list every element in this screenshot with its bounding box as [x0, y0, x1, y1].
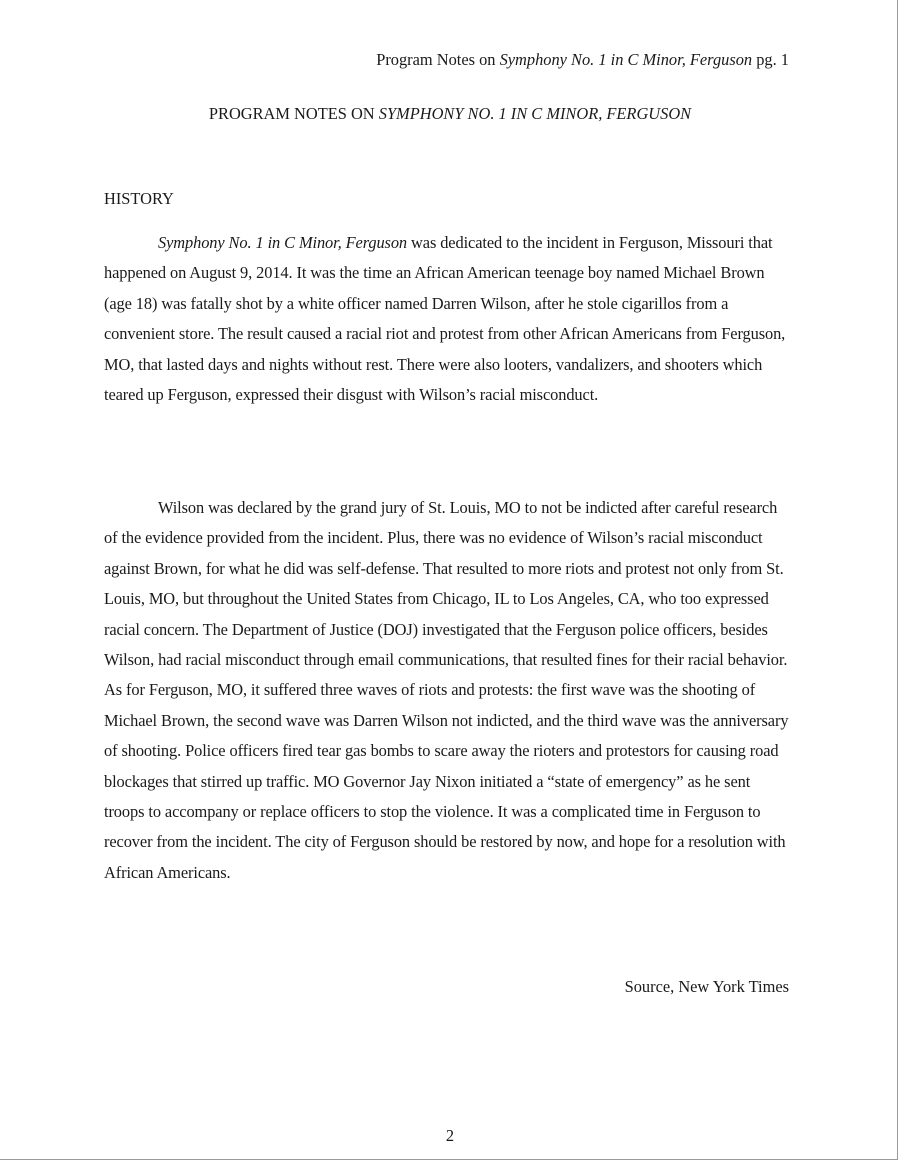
paragraph-1-text: was dedicated to the incident in Ferguson, Missouri that happened on August 9, 2014. It was the time an African American teenage boy named Michael Brown (age 18) was fatally shot by a white officer named Darren Wilson, after he stole cigarillos from a convenient store. The result caused a racial riot and protest from other African Americans from Ferguson, MO, that lasted days and nights without rest. There were also looters, vandalizers, and shooters which teared up Ferguson, expressed their disgust with Wilson’s racial misconduct. — [104, 233, 786, 405]
paragraph-2-text: Wilson was declared by the grand jury of St. Louis, MO to not be indicted after careful research of the evidence provided from the incident. Plus, there was no evidence of Wilson’s racial misconduct against Brown, for what he did was self-defense. That resulted to more riots and protest not only from St. Louis, MO, but throughout the United States from Chicago, IL to Los Angeles, CA, who too expressed racial concern. The Department of Justice (DOJ) investigated that the Ferguson police officers, besides Wilson, had racial misconduct through email communications, that resulted fines for their racial behavior. As for Ferguson, MO, it suffered three waves of riots and protests: the first wave was the shooting of Michael Brown, the second wave was Darren Wilson not indicted, and the third wave was the anniversary of shooting. Police officers fired tear gas bombs to scare away the rioters and protestors for causing road blockages that stirred up traffic. MO Governor Jay Nixon initiated a “state of emergency” as he sent troops to accompany or replace officers to stop the violence. It was a complicated time in Ferguson to recover from the incident. The city of Ferguson should be restored by now, and hope for a resolution with African Americans. — [104, 498, 789, 882]
history-paragraph-1 — [104, 228, 794, 410]
running-header-prefix: Program Notes on — [376, 50, 500, 69]
section-heading-history: HISTORY — [104, 189, 174, 208]
document-title — [0, 106, 900, 122]
running-header-work-title: Symphony No. 1 in C Minor, Ferguson — [499, 50, 753, 69]
page-number: 2 — [445, 1126, 455, 1145]
source-citation: Source, New York Times — [624, 977, 789, 996]
running-header-page-label: pg. 1 — [752, 50, 789, 69]
running-header — [376, 52, 789, 68]
document-title-prefix: PROGRAM NOTES ON — [208, 104, 379, 123]
paragraph-1-work-title: Symphony No. 1 in C Minor, Ferguson — [158, 233, 408, 252]
document-title-work: SYMPHONY NO. 1 IN C MINOR, FERGUSON — [378, 104, 692, 123]
history-paragraph-2 — [104, 493, 794, 888]
